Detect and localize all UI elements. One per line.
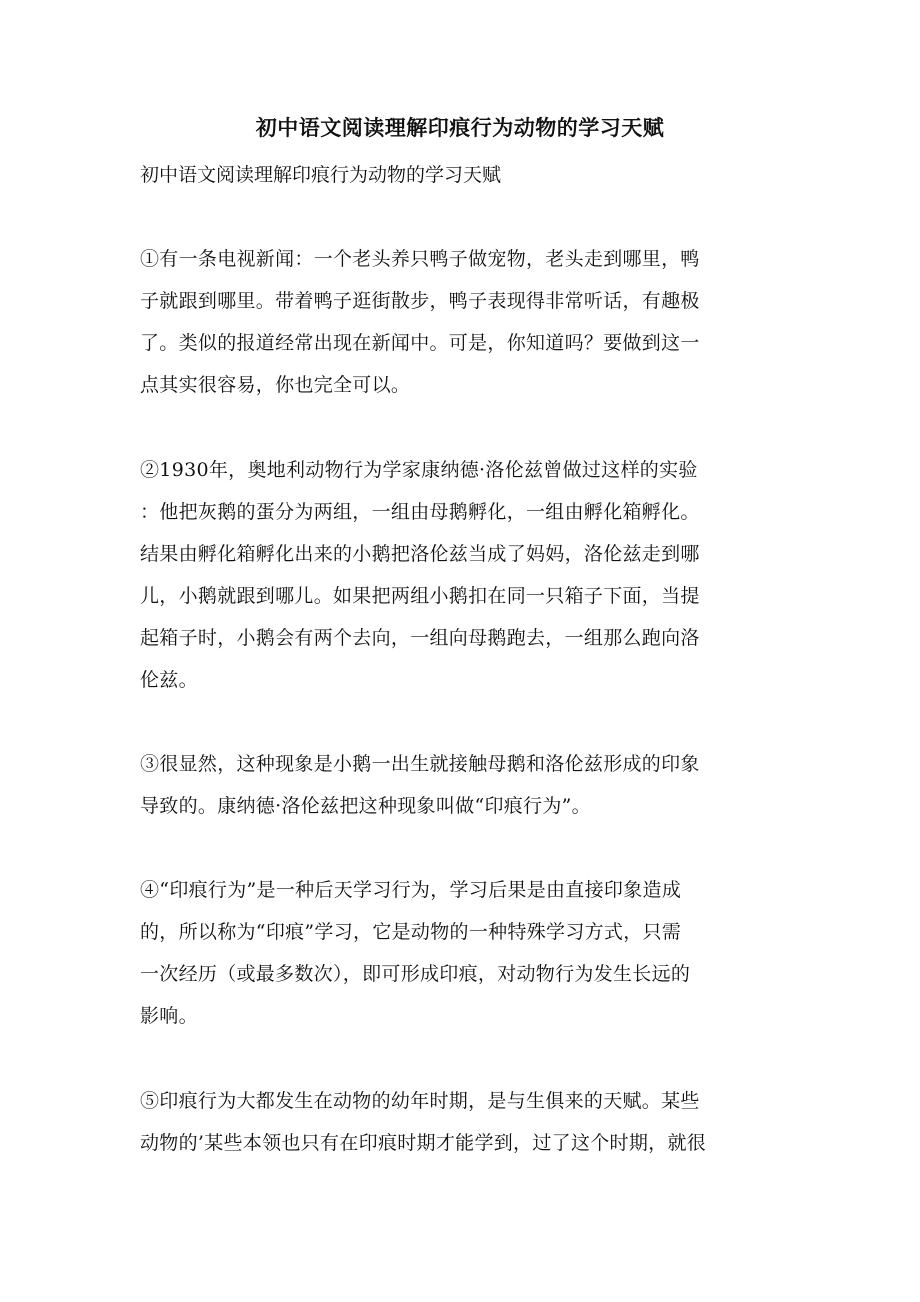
paragraph-2 <box>140 449 780 701</box>
paragraph-1 <box>140 238 780 406</box>
paragraph-line: 的，所以称为“印痕”学习，它是动物的一种特殊学习方式，只需 <box>140 921 682 943</box>
paragraph-line: 一次经历（或最多数次），即可形成印痕，对动物行为发生长远的 <box>140 963 691 985</box>
paragraph-line: 伦兹。 <box>140 669 198 691</box>
paragraph-line: 结果由孵化箱孵化出来的小鹅把洛伦兹当成了妈妈，洛伦兹走到哪 <box>140 543 700 565</box>
paragraph-line: 动物的’某些本领也只有在印痕时期才能学到，过了这个时期，就很 <box>140 1132 707 1154</box>
paragraph-line: 儿，小鹅就跟到哪儿。如果把两组小鹅扣在同一只箱子下面，当提 <box>140 585 700 607</box>
paragraph-line: ：他把灰鹅的蛋分为两组，一组由母鹅孵化，一组由孵化箱孵化。 <box>140 501 700 523</box>
paragraph-line: ⑤印痕行为大都发生在动物的幼年时期，是与生俱来的天赋。某些 <box>140 1090 700 1112</box>
paragraph-line: ④“印痕行为”是一种后天学习行为，学习后果是由直接印象造成 <box>140 879 682 901</box>
paragraph-line: 影响。 <box>140 1005 198 1027</box>
paragraph-line: 导致的。康纳德·洛伦兹把这种现象叫做“印痕行为”。 <box>140 795 591 817</box>
paragraph-line: ③很显然，这种现象是小鹅一出生就接触母鹅和洛伦兹形成的印象 <box>140 753 700 775</box>
paragraph-line: 子就跟到哪里。带着鸭子逛街散步，鸭子表现得非常听话，有趣极 <box>140 290 700 312</box>
document-title: 初中语文阅读理解印痕行为动物的学习天赋 <box>255 115 665 140</box>
paragraph-3 <box>140 743 780 827</box>
paragraph-line: ①有一条电视新闻：一个老头养只鸭子做宠物，老头走到哪里，鸭 <box>140 248 700 270</box>
paragraph-line: 点其实很容易，你也完全可以。 <box>140 374 411 396</box>
paragraph-line: 起箱子时，小鹅会有两个去向，一组向母鹅跑去，一组那么跑向洛 <box>140 627 700 649</box>
paragraph-line: ②1930年，奥地利动物行为学家康纳德·洛伦兹曾做过这样的实验 <box>140 459 698 481</box>
document-subtitle: 初中语文阅读理解印痕行为动物的学习天赋 <box>140 164 502 186</box>
paragraph-4 <box>140 869 780 1037</box>
paragraph-5 <box>140 1080 780 1164</box>
paragraph-line: 了。类似的报道经常出现在新闻中。可是，你知道吗？要做到这一 <box>140 332 700 354</box>
